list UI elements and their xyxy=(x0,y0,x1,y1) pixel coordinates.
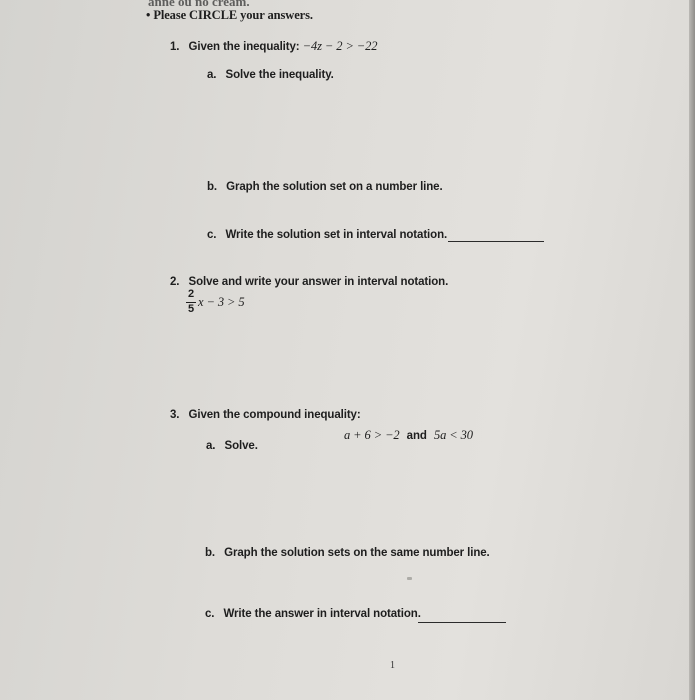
q2-prompt: Solve and write your answer in interval notation. xyxy=(188,276,449,288)
q1b-letter: b. xyxy=(207,181,218,193)
q3-expression-part1: a + 6 > −2 xyxy=(344,428,400,442)
q3c-letter: c. xyxy=(205,608,215,620)
q2-fraction-numerator: 2 xyxy=(187,288,195,300)
q1a-text: Solve the inequality. xyxy=(225,69,334,81)
q3a-line xyxy=(206,440,258,452)
q3-expression-part2: 5a < 30 xyxy=(433,428,473,442)
q3-header xyxy=(170,409,361,421)
q3-number: 3. xyxy=(170,409,180,421)
q2-expression: x − 3 > 5 xyxy=(198,295,245,309)
q1-number: 1. xyxy=(170,41,180,53)
bullet-glyph: • xyxy=(146,8,151,22)
q1c-answer-blank[interactable] xyxy=(448,241,544,242)
q2-fraction-denominator: 5 xyxy=(187,303,195,315)
q3b-line xyxy=(205,547,490,559)
q3b-text: Graph the solution sets on the same number line. xyxy=(224,547,490,559)
q1-header xyxy=(170,39,377,54)
cut-off-header-text: anne ou no cream. xyxy=(148,0,250,9)
q2-header xyxy=(170,276,448,288)
q3c-line xyxy=(205,608,421,620)
q1b-text: Graph the solution set on a number line. xyxy=(226,181,443,193)
instruction-text: Please CIRCLE your answers. xyxy=(153,8,313,22)
q2-number: 2. xyxy=(170,276,180,288)
q3a-text: Solve. xyxy=(224,440,258,452)
paper-speck xyxy=(407,577,412,580)
q1c-text: Write the solution set in interval notation. xyxy=(225,229,448,241)
page-number: 1 xyxy=(390,660,395,671)
q1c-line xyxy=(207,229,447,241)
q1a-letter: a. xyxy=(207,69,217,81)
q1c-letter: c. xyxy=(207,229,217,241)
q3c-answer-blank[interactable] xyxy=(418,622,506,623)
q1-expression: −4z − 2 > −22 xyxy=(302,39,378,53)
q3-compound-inequality xyxy=(344,428,473,443)
q3-conjunction: and xyxy=(406,430,427,442)
instruction-line xyxy=(146,8,313,23)
q3c-text: Write the answer in interval notation. xyxy=(223,608,421,620)
q3b-letter: b. xyxy=(205,547,216,559)
q3-prompt: Given the compound inequality: xyxy=(188,409,361,421)
q3a-letter: a. xyxy=(206,440,216,452)
q1b-line xyxy=(207,181,443,193)
q1-prompt: Given the inequality: xyxy=(188,41,300,53)
page-edge-shadow xyxy=(689,0,695,700)
q1a-line xyxy=(207,69,334,81)
